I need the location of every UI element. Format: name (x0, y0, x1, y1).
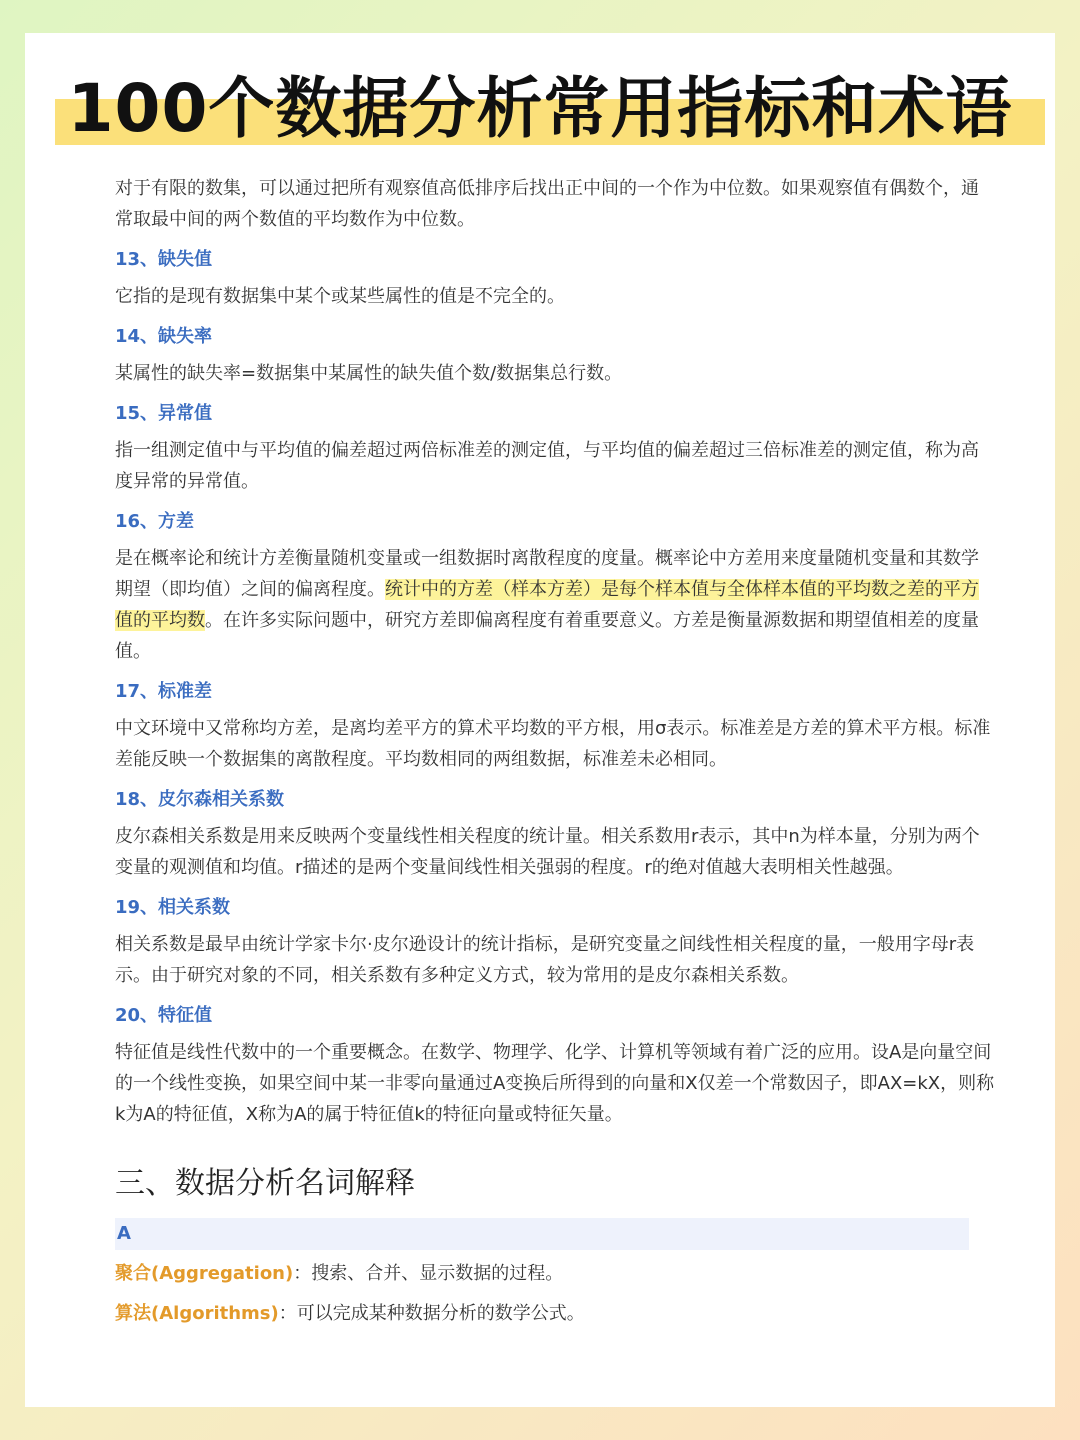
item-heading-16: 16、方差 (115, 511, 195, 532)
item-text-19: 相关系数是最早由统计学家卡尔·皮尔逊设计的统计指标，是研究变量之间线性相关程度的量，一般用字母r表示。由于研究对象的不同，相关系数有多种定义方式，较为常用的是皮尔森相关系数。 (115, 934, 975, 986)
intro-paragraph: 对于有限的数集，可以通过把所有观察值高低排序后找出正中间的一个作为中位数。如果观察值有偶数个，通常取最中间的两个数值的平均数作为中位数。 (115, 178, 979, 230)
variance-text-after: 。在许多实际问题中，研究方差即偏离程度有着重要意义。方差是衡量源数据和期望值相差的度量值。 (115, 610, 979, 662)
section-title: 三、数据分析名词解释 (115, 1166, 415, 1201)
variance-text-before: 是在概率论和统计方差衡量随机变量或一组数据时离散程度的度量。概率论中方差用来度量随机变量和其数学期望（即均值）之间的偏离程度。 (115, 548, 979, 600)
item-text-13: 它指的是现有数据集中某个或某些属性的值是不完全的。 (115, 286, 565, 307)
glossary-separator: ： (293, 1263, 312, 1284)
page-title: 100个数据分析常用指标和术语 (67, 70, 1013, 147)
item-heading-20: 20、特征值 (115, 1005, 213, 1026)
item-heading-15: 15、异常值 (115, 403, 213, 424)
item-heading-13: 13、缺失值 (115, 249, 213, 270)
glossary-separator: ： (278, 1303, 297, 1324)
glossary-entry (115, 1258, 995, 1290)
article-body (115, 171, 995, 1338)
glossary-term: 聚合(Aggregation) (115, 1263, 294, 1284)
item-text-15: 指一组测定值中与平均值的偏差超过两倍标准差的测定值，与平均值的偏差超过三倍标准差的测定值，称为高度异常的异常值。 (115, 440, 979, 492)
glossary-definition: 搜索、合并、显示数据的过程。 (311, 1263, 564, 1284)
item-heading-19: 19、相关系数 (115, 897, 231, 918)
item-text-17: 中文环境中又常称均方差，是离均差平方的算术平均数的平方根，用σ表示。标准差是方差的算术平方根。标准差能反映一个数据集的离散程度。平均数相同的两组数据，标准差未必相同。 (115, 718, 991, 770)
item-text-16 (115, 541, 995, 671)
letter-index-bar: A (115, 1218, 969, 1250)
item-text-18: 皮尔森相关系数是用来反映两个变量线性相关程度的统计量。相关系数用r表示，其中n为样本量，分别为两个变量的观测值和均值。r描述的是两个变量间线性相关强弱的程度。r的绝对值越大表明相关性越强。 (115, 826, 980, 878)
item-heading-17: 17、标准差 (115, 681, 213, 702)
item-heading-18: 18、皮尔森相关系数 (115, 789, 285, 810)
glossary-definition: 可以完成某种数据分析的数学公式。 (296, 1303, 585, 1324)
item-text-14: 某属性的缺失率=数据集中某属性的缺失值个数/数据集总行数。 (115, 363, 623, 384)
glossary-entry (115, 1298, 995, 1330)
content-card (25, 33, 1055, 1407)
variance-highlight: 统计中的方差（样本方差）是每个样本值与全体样本值的平均数之差的平方值的平均数 (115, 579, 979, 631)
item-text-20: 特征值是线性代数中的一个重要概念。在数学、物理学、化学、计算机等领域有着广泛的应用。设A是向量空间的一个线性变换，如果空间中某一非零向量通过A变换后所得到的向量和X仅差一个常数因子，即AX=kX，则称k为A的特征值，X称为A的属于特征值k的特征向量或特征矢量。 (115, 1042, 995, 1125)
glossary-term: 算法(Algorithms) (115, 1303, 279, 1324)
item-heading-14: 14、缺失率 (115, 326, 213, 347)
